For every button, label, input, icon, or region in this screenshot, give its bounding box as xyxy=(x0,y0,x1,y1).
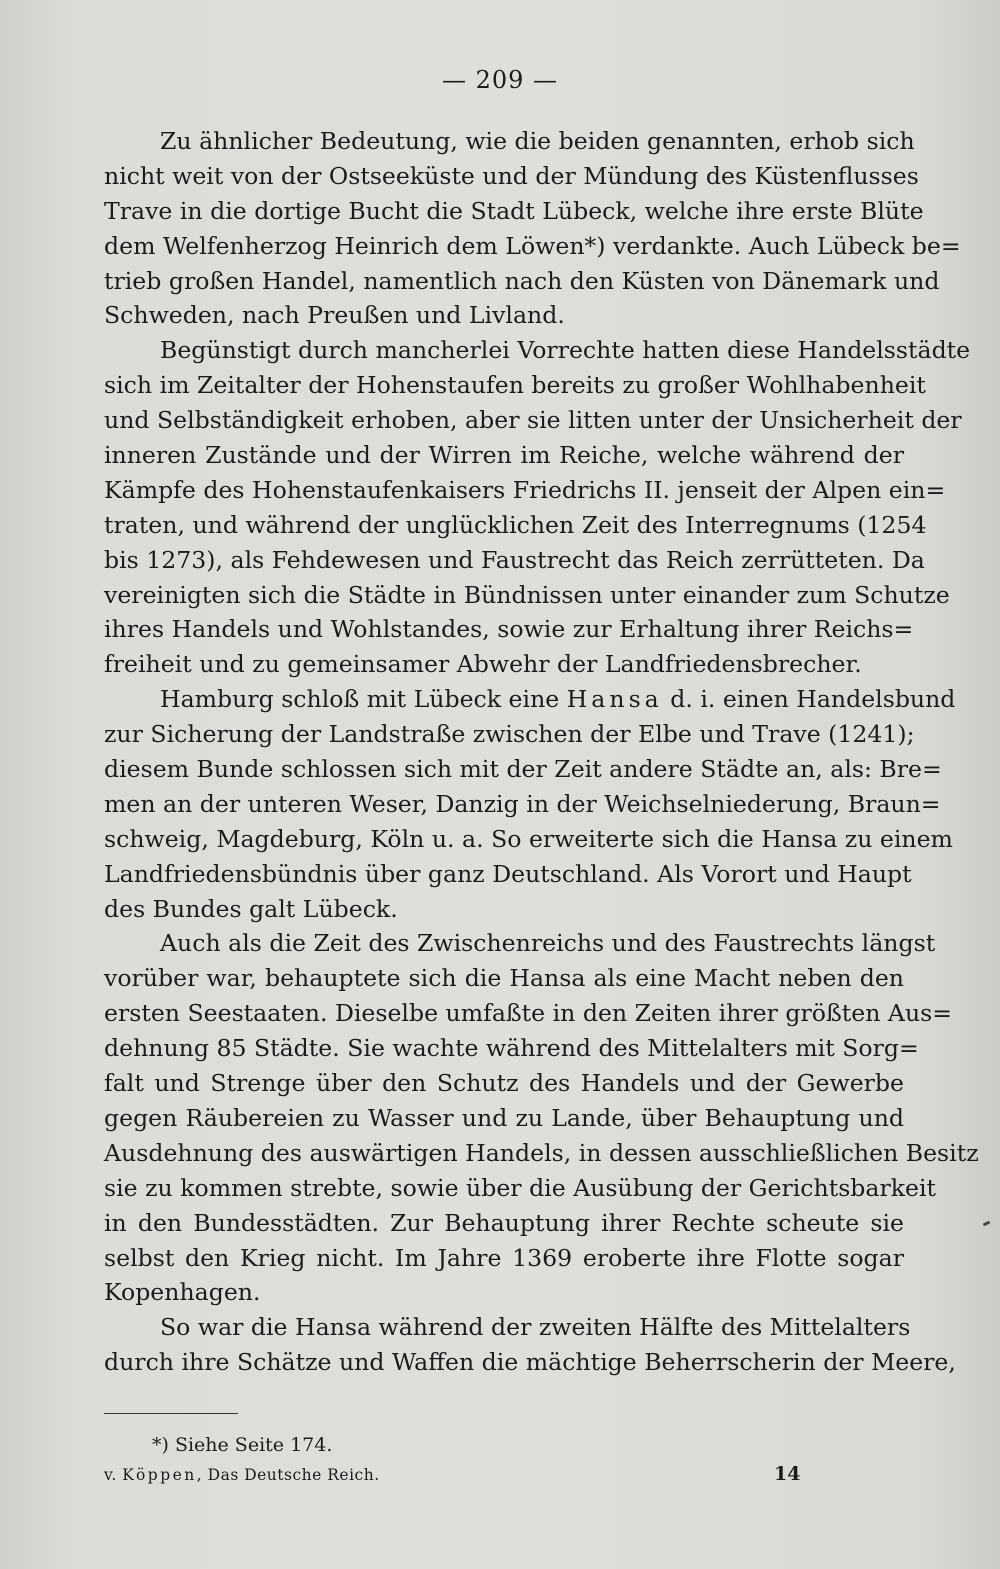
text-line: in den Bundesstädten. Zur Behauptung ihrer Rechte scheute sie xyxy=(104,1208,904,1237)
text-line: und Selbständigkeit erhoben, aber sie litten unter der Unsicherheit der xyxy=(104,406,962,435)
text-line: ihres Handels und Wohlstandes, sowie zur Erhaltung ihrer Reichs= xyxy=(104,615,914,644)
text-line: vereinigten sich die Städte in Bündnissen unter einander zum Schutze xyxy=(104,580,950,609)
text-line: Begünstigt durch mancherlei Vorrechte hatten diese Handelsstädte xyxy=(160,336,971,365)
body-text xyxy=(104,124,979,1380)
page-number: — 209 — xyxy=(441,66,559,94)
text-line: trieb großen Handel, namentlich nach den Küsten von Dänemark und xyxy=(104,266,940,295)
text-line: diesem Bunde schlossen sich mit der Zeit andere Städte an, als: Bre= xyxy=(104,755,942,784)
text-line: Auch als die Zeit des Zwischenreichs und des Faustrechts längst xyxy=(160,929,936,958)
footnote-rule xyxy=(104,1413,238,1414)
text-line: Ausdehnung des auswärtigen Handels, in dessen ausschließlichen Besitz xyxy=(104,1138,979,1167)
emphasized-word: Hansa xyxy=(566,685,663,714)
signature-line xyxy=(104,1466,380,1484)
text-line: bis 1273), als Fehdewesen und Faustrecht das Reich zerrütteten. Da xyxy=(104,545,925,574)
text-line: Kopenhagen. xyxy=(104,1278,261,1307)
text-line: ersten Seestaaten. Dieselbe umfaßte in den Zeiten ihrer größten Aus= xyxy=(104,999,953,1028)
text-line: Landfriedensbündnis über ganz Deutschland. Als Vorort und Haupt xyxy=(104,859,912,888)
text-line: men an der unteren Weser, Danzig in der Weichselniederung, Braun= xyxy=(104,789,941,818)
signature-prefix: v. xyxy=(104,1466,117,1484)
text-line: Schweden, nach Preußen und Livland. xyxy=(104,301,565,330)
text-line: schweig, Magdeburg, Köln u. a. So erweiterte sich die Hansa zu einem xyxy=(104,824,953,853)
text-line: sich im Zeitalter der Hohenstaufen bereits zu großer Wohlhabenheit xyxy=(104,371,926,400)
text-line: falt und Strenge über den Schutz des Handels und der Gewerbe xyxy=(104,1069,904,1098)
text-line: zur Sicherung der Landstraße zwischen der Elbe und Trave (1241); xyxy=(104,720,915,749)
text-line: des Bundes galt Lübeck. xyxy=(104,894,398,923)
scan-speck xyxy=(983,1221,991,1227)
text-line: gegen Räubereien zu Wasser und zu Lande, über Behauptung und xyxy=(104,1103,904,1132)
text-line: inneren Zustände und der Wirren im Reiche, welche während der xyxy=(104,441,904,470)
text-line: vorüber war, behauptete sich die Hansa als eine Macht neben den xyxy=(104,964,904,993)
text-line: Kämpfe des Hohenstaufenkaisers Friedrichs II. jenseit der Alpen ein= xyxy=(104,475,946,504)
footnote: *) Siehe Seite 174. xyxy=(152,1434,333,1456)
text-segment: Hamburg schloß mit Lübeck eine xyxy=(160,685,567,714)
text-line: sie zu kommen strebte, sowie über die Ausübung der Gerichtsbarkeit xyxy=(104,1173,937,1202)
text-line: nicht weit von der Ostseeküste und der Mündung des Küstenflusses xyxy=(104,161,919,190)
text-line: durch ihre Schätze und Waffen die mächtige Beherrscherin der Meere, xyxy=(104,1348,956,1377)
text-line xyxy=(104,682,956,717)
text-segment: d. i. einen Handelsbund xyxy=(662,685,956,714)
text-line: dehnung 85 Städte. Sie wachte während des Mittelalters mit Sorg= xyxy=(104,1034,919,1063)
text-line: freiheit und zu gemeinsamer Abwehr der Landfriedensbrecher. xyxy=(104,650,862,679)
signature-author: Köppen xyxy=(122,1466,197,1484)
text-line: traten, und während der unglücklichen Zeit des Interregnums (1254 xyxy=(104,510,927,539)
text-line: selbst den Krieg nicht. Im Jahre 1369 eroberte ihre Flotte sogar xyxy=(104,1243,904,1272)
text-line: dem Welfenherzog Heinrich dem Löwen*) verdankte. Auch Lübeck be= xyxy=(104,231,961,260)
text-line: Trave in die dortige Bucht die Stadt Lübeck, welche ihre erste Blüte xyxy=(104,196,924,225)
text-line: So war die Hansa während der zweiten Hälfte des Mittelalters xyxy=(160,1313,911,1342)
signature-title: , Das Deutsche Reich. xyxy=(196,1466,380,1484)
text-line: Zu ähnlicher Bedeutung, wie die beiden genannten, erhob sich xyxy=(160,127,915,155)
sheet-number: 14 xyxy=(774,1463,801,1485)
